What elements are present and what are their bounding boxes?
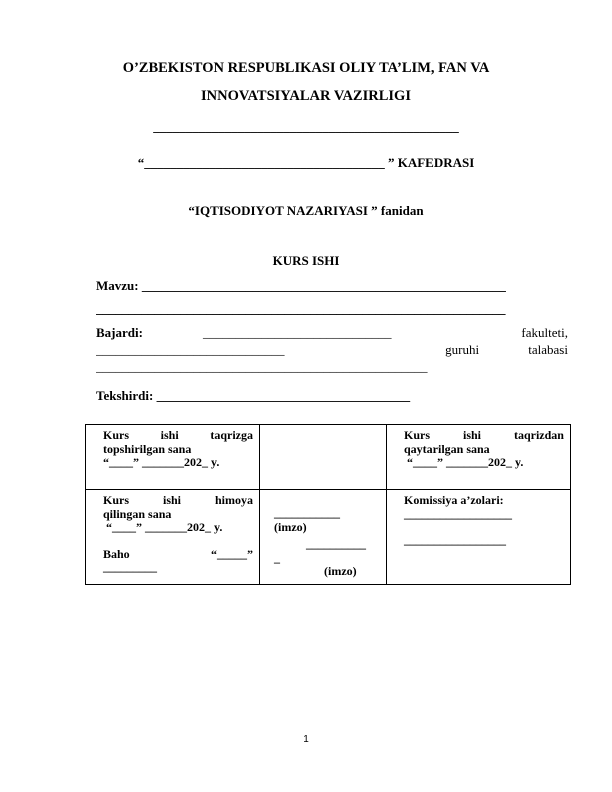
cell-text: himoya (214, 493, 253, 507)
cell-text: topshirilgan sana (103, 441, 192, 456)
bajardi-label: Bajardi: (96, 325, 143, 340)
cell-text: Kurs (404, 428, 431, 442)
grade-label: Baho (103, 546, 130, 561)
signature-blank: ___________ (274, 506, 340, 520)
student-name-blank: ___________________________________________________ (96, 359, 428, 374)
mavzu-row (96, 278, 506, 294)
ministry-title-line2: INNOVATSIYALAR VAZIRLIGI (201, 88, 411, 104)
cell-text: taqrizga (210, 428, 253, 442)
tekshirdi-blank: _______________________________________ (156, 388, 411, 403)
commission-label: Komissiya a’zolari: (404, 493, 504, 507)
defended-cell (86, 490, 260, 585)
cell-text: taqrizdan (513, 428, 564, 442)
mavzu-blank: ________________________________________________________ (141, 278, 506, 293)
cell-text: qaytarilgan sana (404, 441, 490, 456)
document-title: KURS ISHI (272, 253, 340, 268)
grade-blank: “_____” (211, 546, 253, 561)
mavzu-blank-2: _______________________________________________________________ (96, 301, 506, 316)
date-blank: “____” _______202_ y. (404, 455, 524, 469)
commission-cell (387, 490, 571, 585)
tekshirdi-label: Tekshirdi: (96, 388, 154, 403)
table-row (86, 490, 571, 585)
signature-blank: __________ (306, 537, 366, 551)
guruhi-label: guruhi (445, 342, 480, 357)
cell-text: qilingan sana (103, 506, 172, 521)
tekshirdi-row (96, 388, 410, 404)
commission-member-blank: __________________ (404, 506, 512, 521)
table-row (86, 425, 571, 490)
cell-text: Kurs (103, 493, 130, 507)
returned-from-review-cell (387, 425, 571, 490)
institution-blank-line: _______________________________________________ (153, 119, 459, 134)
mavzu-label: Mavzu: (96, 278, 139, 293)
subject-line: “IQTISODIYOT NAZARIYASI ” fanidan (188, 203, 424, 218)
signature-label: (imzo) (274, 519, 307, 534)
cell-text: ishi (160, 428, 179, 442)
commission-member-blank: _________________ (404, 533, 506, 547)
group-row (96, 342, 568, 358)
empty-cell (260, 425, 387, 490)
ministry-title-line1: O’ZBEKISTON RESPUBLIKASI OLIY TA’LIM, FAN VA (122, 60, 490, 76)
bajardi-row (96, 325, 568, 341)
grade-blank-line: _________ (103, 560, 157, 574)
date-blank: “____” _______202_ y. (103, 455, 220, 469)
signature-blank: _ (274, 550, 280, 565)
cell-text: ishi (162, 493, 181, 507)
page-number: 1 (303, 734, 309, 745)
talabasi-label: talabasi (528, 342, 568, 357)
signature-label: (imzo) (324, 564, 357, 578)
cell-text: ishi (462, 428, 481, 442)
date-blank: “____” _______202_ y. (103, 520, 223, 534)
signature-cell (260, 490, 387, 585)
cell-text: Kurs (103, 428, 130, 442)
group-blank: _____________________________ (96, 342, 285, 357)
kafedra-line: “_____________________________________ ” KAFEDRASI (137, 155, 475, 170)
bajardi-blank: _____________________________ (202, 325, 392, 340)
fakulteti-label: fakulteti, (521, 325, 568, 340)
submitted-for-review-cell (86, 425, 260, 490)
review-table (85, 424, 571, 585)
